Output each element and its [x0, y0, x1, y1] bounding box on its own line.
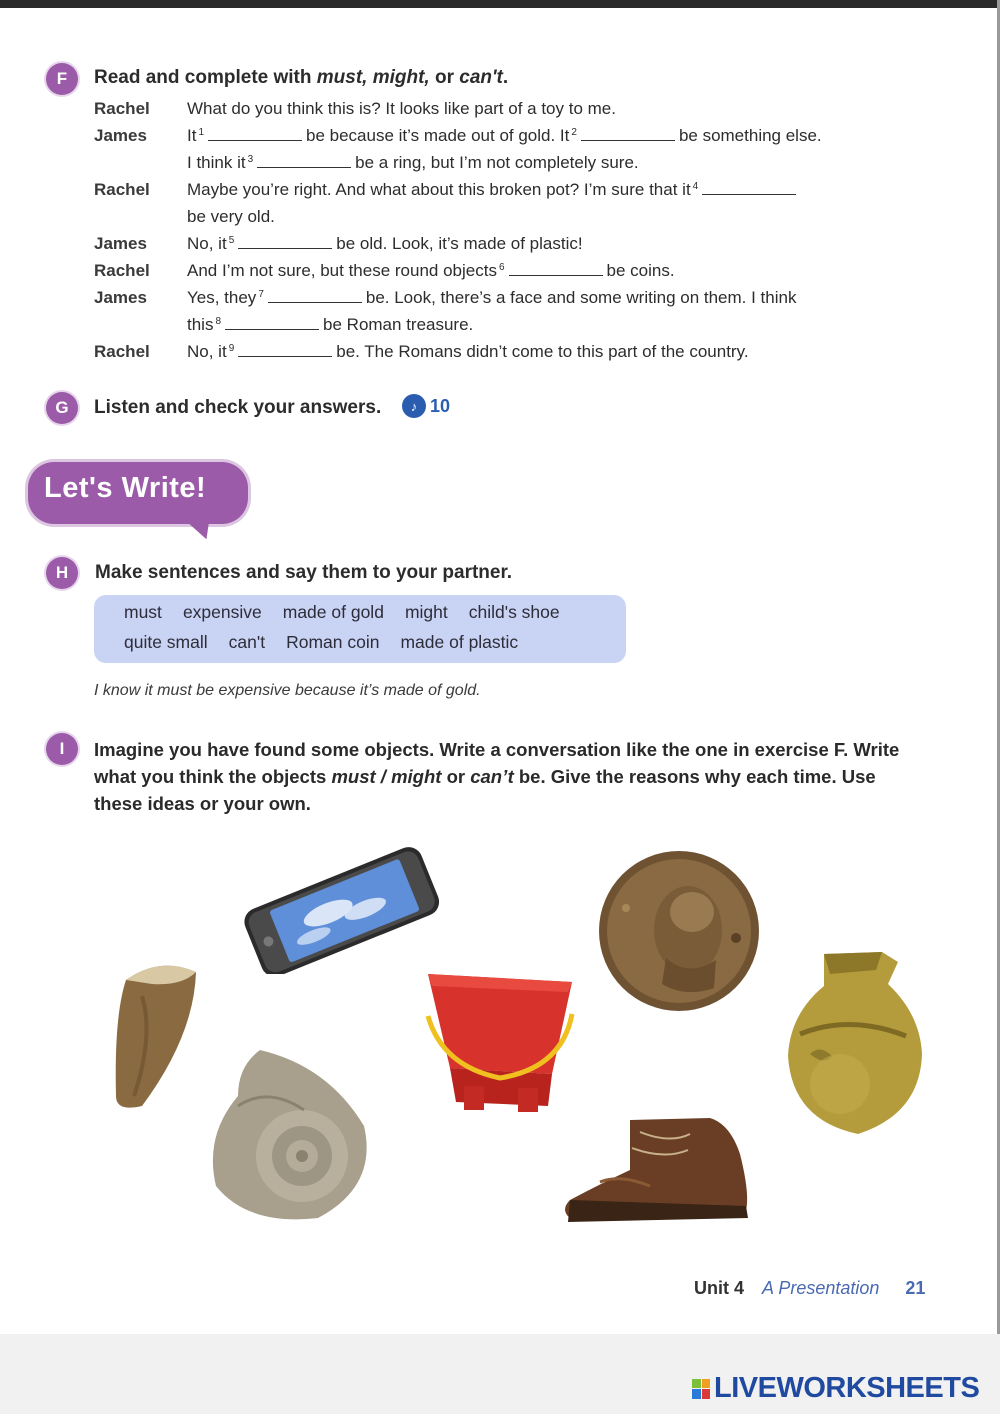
broken-pot-image	[780, 944, 930, 1140]
section-i-text-part2: be. Give the reasons why each time. Use these ideas or your own.	[94, 766, 876, 814]
blank-number: 1	[198, 127, 205, 138]
answer-blank[interactable]	[257, 152, 351, 168]
answer-blank[interactable]	[509, 260, 603, 276]
audio-track-number: 10	[430, 395, 451, 416]
word-box-row-1	[124, 602, 560, 623]
footer-title: A Presentation	[762, 1278, 880, 1298]
speaker-name: James	[94, 288, 147, 307]
scan-top-edge	[0, 0, 1000, 8]
section-h-instruction: Make sentences and say them to your partner.	[95, 562, 513, 583]
word-box-row-2	[124, 632, 518, 653]
instruction-words: must, might,	[316, 67, 430, 88]
speaker-name: James	[94, 126, 147, 145]
dialogue-text: No, it	[187, 342, 227, 361]
section-g-instruction: Listen and check your answers.	[94, 397, 382, 418]
page-footer	[694, 1278, 925, 1299]
section-i-or: or	[441, 766, 471, 787]
dialogue-line	[187, 176, 800, 203]
word-item: can't	[228, 632, 266, 652]
dialogue-text: I think it	[187, 153, 246, 172]
word-item: might	[404, 602, 448, 622]
section-g-badge: G	[46, 392, 78, 424]
dialogue-text: be coins.	[606, 261, 675, 280]
dialogue-text: And I’m not sure, but these round objects	[187, 261, 497, 280]
dialogue-line	[187, 311, 473, 338]
dialogue-line	[187, 230, 583, 257]
section-i-badge: I	[46, 733, 78, 765]
instruction-or: or	[429, 67, 460, 88]
audio-icon[interactable]: ♪	[402, 394, 426, 418]
word-item: made of plastic	[400, 632, 519, 652]
blank-number: 8	[215, 316, 222, 327]
dialogue-text: It	[187, 126, 197, 145]
answer-blank[interactable]	[208, 125, 302, 141]
section-i-text-part1: Imagine you have found some objects. Write a conversation like the one in exercise F. Write what you think the objects	[94, 739, 900, 787]
toy-bucket-image	[422, 956, 578, 1120]
footer-unit: Unit 4	[694, 1278, 745, 1298]
answer-blank[interactable]	[268, 287, 362, 303]
blank-number: 7	[258, 289, 264, 300]
dialogue-text: Yes, they	[187, 288, 257, 307]
audio-track[interactable]	[402, 394, 450, 418]
dialogue-text: What do you think this is? It looks like part of a toy to me.	[187, 99, 616, 118]
smartphone-image	[238, 846, 444, 974]
instruction-end: .	[502, 67, 509, 88]
dialogue-text: be because it’s made out of gold. It	[306, 126, 570, 145]
section-i-cant: can’t	[470, 766, 514, 787]
blank-number: 3	[247, 154, 254, 165]
fossil-tooth-image	[112, 956, 208, 1112]
ammonite-fossil-image	[208, 1046, 374, 1224]
dialogue-text: be Roman treasure.	[323, 315, 474, 334]
answer-blank[interactable]	[238, 233, 332, 249]
dialogue-text: Maybe you’re right. And what about this broken pot? I’m sure that it	[187, 180, 691, 199]
word-item: child's shoe	[468, 602, 560, 622]
word-item: made of gold	[282, 602, 384, 622]
liveworksheets-logo[interactable]	[692, 1372, 979, 1405]
dialogue-text: be very old.	[187, 207, 275, 226]
dialogue-line	[187, 338, 749, 365]
liveworksheets-icon	[692, 1379, 710, 1399]
instruction-cant: can't	[459, 67, 503, 88]
answer-blank[interactable]	[225, 314, 319, 330]
dialogue-line	[187, 257, 675, 284]
speaker-name: Rachel	[94, 342, 150, 361]
dialogue-text: be. The Romans didn’t come to this part of the country.	[336, 342, 749, 361]
liveworksheets-text: LIVEWORKSHEETS	[714, 1372, 980, 1404]
section-i-must-might: must / might	[331, 766, 442, 787]
blank-number: 4	[692, 181, 699, 192]
dialogue-line	[187, 122, 822, 149]
instruction-prefix: Read and complete with	[94, 67, 317, 88]
word-item: Roman coin	[286, 632, 380, 652]
speaker-name: Rachel	[94, 180, 150, 199]
word-item: quite small	[124, 632, 208, 652]
speaker-name: Rachel	[94, 261, 150, 280]
dialogue-text: be old. Look, it’s made of plastic!	[336, 234, 583, 253]
word-item: must	[124, 602, 162, 622]
dialogue-line	[187, 149, 639, 176]
lets-write-title: Let's Write!	[44, 472, 207, 504]
dialogue-text: be a ring, but I’m not completely sure.	[355, 153, 639, 172]
blank-number: 6	[498, 262, 505, 273]
section-i-instruction	[94, 736, 924, 817]
old-shoe-image	[560, 1114, 752, 1224]
example-sentence: I know it must be expensive because it’s made of gold.	[94, 682, 481, 699]
dialogue-text: No, it	[187, 234, 227, 253]
section-f-badge: F	[46, 63, 78, 95]
section-h-badge: H	[46, 557, 78, 589]
dialogue-text: be. Look, there’s a face and some writing on them. I think	[365, 288, 797, 307]
dialogue-line	[187, 203, 275, 230]
dialogue-text: this	[187, 315, 214, 334]
blank-number: 9	[228, 343, 235, 354]
answer-blank[interactable]	[702, 179, 796, 195]
page-number: 21	[905, 1278, 926, 1298]
word-item: expensive	[182, 602, 262, 622]
answer-blank[interactable]	[581, 125, 675, 141]
speaker-name: James	[94, 234, 147, 253]
section-f-instruction	[94, 67, 508, 89]
blank-number: 5	[228, 235, 235, 246]
answer-blank[interactable]	[238, 341, 332, 357]
roman-coin-image	[596, 848, 762, 1014]
dialogue-text: be something else.	[678, 126, 822, 145]
speaker-name: Rachel	[94, 99, 150, 118]
dialogue-line	[187, 95, 616, 122]
blank-number: 2	[571, 127, 577, 138]
dialogue-line	[187, 284, 796, 311]
